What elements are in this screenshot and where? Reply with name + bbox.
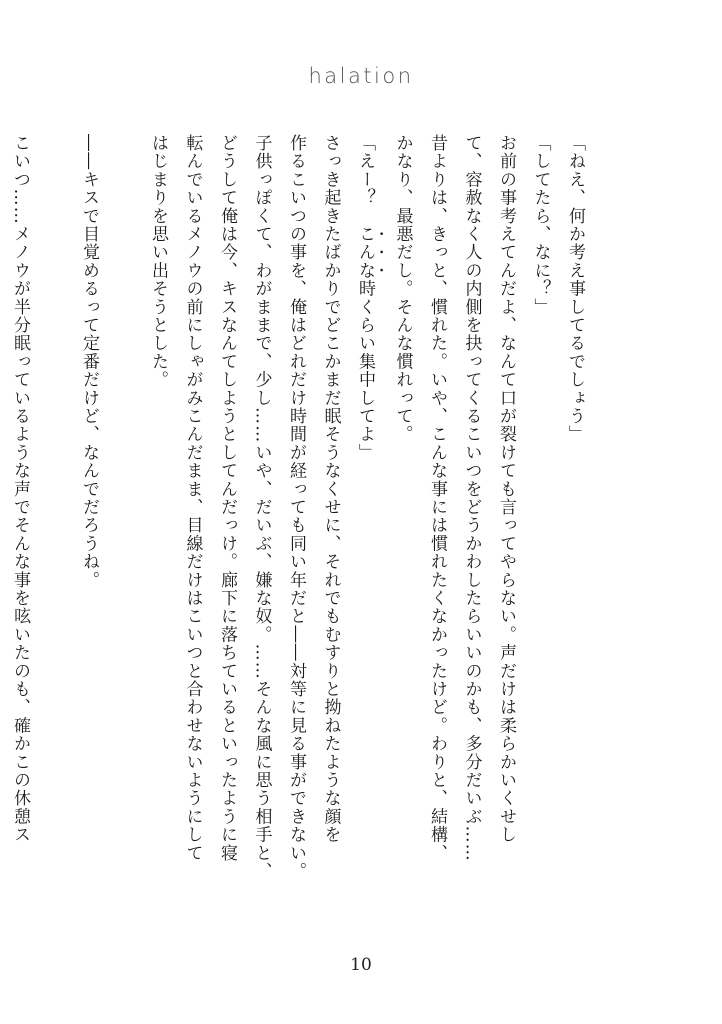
novel-text [0, 134, 592, 894]
text-line: 「してたら、なに？」 [530, 134, 551, 316]
text-fragment: 「えー？ [355, 134, 375, 225]
emphasis-text: こんな [355, 225, 375, 280]
text-line: どうして俺は今、キスなんてしようとしてんだっけ。廊下に落ちているといったように寝 [217, 134, 237, 862]
text-fragment: 時くらい集中してよ」 [355, 279, 375, 462]
text-line: 「ねえ、何か考え事してるでしょう」 [565, 134, 585, 444]
text-line: 作るこいつの事を、俺はどれだけ時間が経っても同い年だと――対等に見る事ができない。 [286, 134, 306, 881]
text-line: はじまりを思い出そうとした。 [148, 134, 168, 389]
blank-line [106, 134, 141, 894]
text-line: ――キスで目覚めるって定番だけど、なんでだろうね。 [79, 134, 99, 589]
text-line: こいつ……メノウが半分眠っているような声でそんな事を呟いたのも、確かこの休憩ス [10, 134, 30, 844]
text-line: 子供っぽくて、わがままで、少し……いや、だいぶ、嫌な奴。……そんな風に思う相手と、 [251, 134, 272, 881]
text-line: かなり、最悪だし。そんな慣れって。 [392, 134, 413, 444]
blank-line [37, 134, 72, 894]
text-line [348, 134, 386, 894]
text-line: さっき起きたばかりでどこかまだ眠そうなくせに、それでもむすりと拗ねたような顔を [320, 134, 341, 844]
running-head: halation [308, 64, 414, 88]
text-line: 転んでいるメノウの前にしゃがみこんだまま、目線だけはこいつと合わせないようにして [182, 134, 203, 862]
text-line: 昔よりは、きっと、慣れた。いや、こんな事には慣れたくなかったけど。わりと、結構、 [427, 134, 447, 862]
text-line: お前の事考えてんだよ、なんて口が裂けても言ってやらない。声だけは柔らかいくせし [496, 134, 516, 844]
page-number: 10 [350, 955, 372, 975]
text-line: て、容赦なく人の内側を抉ってくるこいつをどうかわしたらいいのかも、多分だいぶ…… [461, 134, 482, 862]
